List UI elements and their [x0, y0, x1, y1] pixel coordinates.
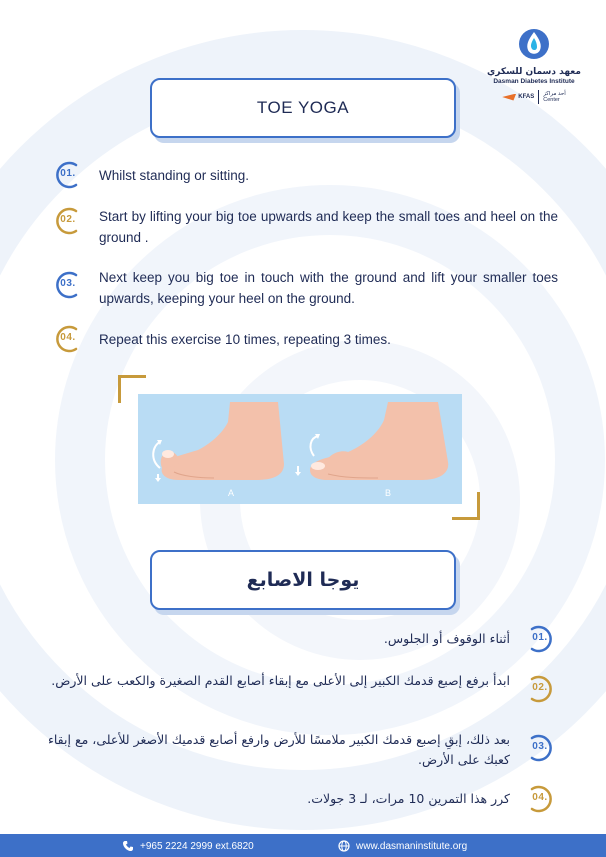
step-number-badge: [522, 624, 558, 654]
logo-partners: [478, 90, 590, 104]
step-text: ابدأ برفع إصبع قدمك الكبير إلى الأعلى مع إبقاء أصابع القدم الصغيرة والكعب على الأرض.: [51, 673, 510, 688]
step-number: 03.: [60, 278, 76, 289]
english-step-4: [50, 324, 558, 354]
step-number: 02.: [532, 682, 548, 693]
footer-bar: [0, 834, 606, 857]
logo-english-name: Dasman Diabetes Institute: [493, 78, 575, 85]
english-step-1: [50, 160, 558, 190]
step-text: أثناء الوقوف أو الجلوس.: [383, 631, 510, 646]
logo-arabic-name: معهد دسمان للسكري: [487, 67, 581, 77]
logo-drop-icon: [518, 28, 550, 60]
arabic-step-4: [48, 784, 558, 814]
step-text: Whilst standing or sitting.: [99, 168, 250, 183]
center-label-ar: أحد مراكز: [543, 91, 566, 97]
arabic-step-2: [48, 671, 558, 704]
feet-drawing: [138, 394, 462, 504]
english-title-box: [150, 78, 456, 138]
step-number: 01.: [532, 632, 548, 643]
step-number: 01.: [60, 168, 76, 179]
step-number-badge: [50, 206, 86, 236]
center-label: [543, 91, 566, 103]
kfas-logo: [502, 94, 534, 101]
footer-phone-text: +965 2224 2999 ext.6820: [140, 840, 254, 852]
foot-a-icon: [161, 402, 284, 480]
step-number: 04.: [60, 332, 76, 343]
english-step-3: [50, 267, 558, 309]
step-number-badge: [522, 784, 558, 814]
arrow-up-icon-a: [153, 440, 162, 482]
step-text: كرر هذا التمرين 10 مرات، لـ 3 جولات.: [307, 791, 510, 806]
step-number-badge: [522, 733, 558, 763]
logo-divider: [538, 90, 539, 104]
arabic-title: يوجا الاصابع: [246, 569, 360, 591]
step-number-badge: [50, 270, 86, 300]
step-number: 02.: [60, 214, 76, 225]
illustration-label-b: B: [385, 488, 392, 498]
arabic-title-box: [150, 550, 456, 610]
step-number-badge: [522, 674, 558, 704]
step-number-badge: [50, 324, 86, 354]
foot-b-icon: [310, 402, 448, 480]
footer-website[interactable]: [338, 840, 467, 852]
step-number: 04.: [532, 792, 548, 803]
center-label-en: Center: [543, 97, 560, 103]
globe-icon: [338, 840, 350, 852]
arabic-step-1: [48, 624, 558, 654]
arabic-step-3: [48, 730, 558, 770]
english-title: TOE YOGA: [256, 98, 350, 117]
toe-yoga-illustration: [138, 394, 462, 504]
step-text: Next keep you big toe in touch with the ground and lift your smaller toes upwards, keeping your heel on the ground.: [99, 270, 558, 306]
illustration-label-a: A: [228, 488, 235, 498]
step-text: Start by lifting your big toe upwards and keep the small toes and heel on the ground .: [99, 209, 558, 245]
kfas-mark-icon: [502, 94, 516, 101]
institute-logo: [478, 28, 590, 108]
step-number: 03.: [532, 741, 548, 752]
step-text: Repeat this exercise 10 times, repeating 3 times.: [99, 332, 391, 347]
footer-website-text: www.dasmaninstitute.org: [356, 840, 468, 852]
kfas-label: KFAS: [518, 94, 535, 100]
step-text: بعد ذلك، إبقِ إصبع قدمك الكبير ملامسًا للأرض وارفع أصابع قدميك الأصغر للأعلى، مع إبقاء كعبك على الأرض.: [48, 732, 510, 767]
english-step-2: [50, 206, 558, 248]
footer-phone[interactable]: [122, 840, 254, 852]
phone-icon: [122, 840, 134, 852]
step-number-badge: [50, 160, 86, 190]
